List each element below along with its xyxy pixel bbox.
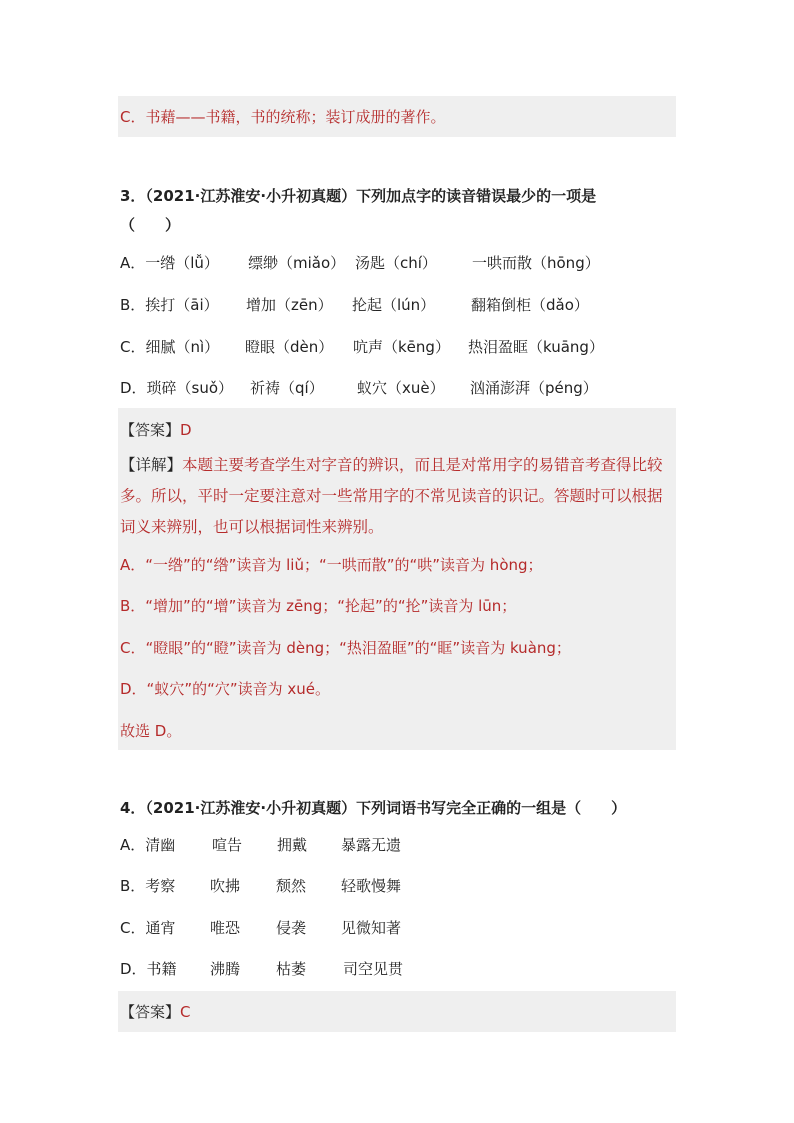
- q3-explain-a: A．“一绺”的“绺”读音为 liǔ；“一哄而散”的“哄”读音为 hòng；: [120, 556, 543, 574]
- q4-a-2: 喧告: [212, 836, 243, 854]
- q4-option-d: [120, 958, 403, 980]
- q3-answer-tag: 【答案】: [120, 421, 181, 439]
- q3-conclusion: 故选 D。: [120, 722, 182, 740]
- q3-a-4: 一哄而散（hōng）: [472, 254, 600, 272]
- q3-detail-text: 本题主要考查学生对字音的辨识，而且是对常用字的易错音考查得比较多。所以，平时一定要注意对一些常用字的不常见读音的识记。答题时可以根据词义来辨别，也可以根据词性来辨别。: [120, 456, 663, 536]
- q4-c-1: C．通宵: [120, 919, 176, 937]
- q4-d-2: 沸腾: [210, 960, 241, 978]
- q4-answer-tag: 【答案】: [120, 1003, 181, 1021]
- q3-b-4: 翻箱倒柜（dǎo）: [471, 296, 589, 314]
- q4-a-1: A．清幽: [120, 836, 176, 854]
- q4-d-3: 枯萎: [276, 960, 307, 978]
- q3-a-2: 缥缈（miǎo）: [248, 254, 346, 272]
- q3-option-b: [120, 294, 589, 316]
- q4-c-2: 唯恐: [210, 919, 241, 937]
- q3-explain-d: D．“蚁穴”的“穴”读音为 xué。: [120, 680, 331, 698]
- q4-c-4: 见微知著: [341, 919, 402, 937]
- q3-d-1: D．琐碎（suǒ）: [120, 379, 234, 397]
- q4-c-3: 侵袭: [276, 919, 307, 937]
- q4-option-c: [120, 917, 401, 939]
- q3-c-1: C．细腻（nì）: [120, 338, 220, 356]
- q4-d-1: D．书籍: [120, 960, 177, 978]
- q3-explain-c: C．“瞪眼”的“瞪”读音为 dèng；“热泪盈眶”的“眶”读音为 kuàng；: [120, 639, 571, 657]
- q3-title: 3．（2021·江苏淮安·小升初真题）下列加点字的读音错误最少的一项是: [120, 187, 597, 205]
- q3-blank: （ ）: [120, 216, 181, 234]
- q4-a-4: 暴露无遗: [341, 836, 402, 854]
- q3-option-a: [120, 252, 600, 274]
- q3-answer-value: D: [180, 421, 192, 439]
- q4-option-a: [120, 834, 401, 856]
- q3-b-1: B．挨打（āi）: [120, 296, 219, 314]
- prev-option-c: C．书藉——书籍，书的统称；装订成册的著作。: [120, 108, 446, 126]
- q4-option-b: [120, 875, 401, 897]
- q4-d-4: 司空见贯: [343, 960, 404, 978]
- q3-c-3: 吭声（kēng）: [353, 338, 450, 356]
- q3-d-2: 祈祷（qí）: [250, 379, 324, 397]
- q3-d-4: 汹涌澎湃（péng）: [470, 379, 598, 397]
- q3-b-3: 抡起（lún）: [352, 296, 436, 314]
- q3-a-3: 汤匙（chí）: [355, 254, 437, 272]
- q3-c-2: 瞪眼（dèn）: [245, 338, 334, 356]
- q4-answer-box: [118, 991, 676, 1032]
- q4-title: 4．（2021·江苏淮安·小升初真题）下列词语书写完全正确的一组是（ ）: [120, 799, 627, 817]
- q3-explain-b: B．“增加”的“增”读音为 zēng；“抡起”的“抡”读音为 lūn；: [120, 597, 517, 615]
- q3-a-1: A．一绺（lǚ）: [120, 254, 219, 272]
- q3-detail-tag: 【详解】: [120, 456, 183, 474]
- q4-answer: [120, 1001, 191, 1023]
- q4-answer-value: C: [180, 1003, 191, 1021]
- q3-b-2: 增加（zēn）: [246, 296, 333, 314]
- q3-option-c: [120, 336, 604, 358]
- q3-option-d: [120, 377, 598, 399]
- q3-detail: [120, 450, 674, 543]
- q4-b-1: B．考察: [120, 877, 176, 895]
- q4-b-3: 颓然: [276, 877, 307, 895]
- q3-d-3: 蚁穴（xuè）: [357, 379, 445, 397]
- q4-b-2: 吹拂: [210, 877, 241, 895]
- q4-a-3: 拥戴: [277, 836, 308, 854]
- q3-c-4: 热泪盈眶（kuāng）: [468, 338, 604, 356]
- q4-b-4: 轻歌慢舞: [341, 877, 402, 895]
- q3-answer: [120, 419, 192, 441]
